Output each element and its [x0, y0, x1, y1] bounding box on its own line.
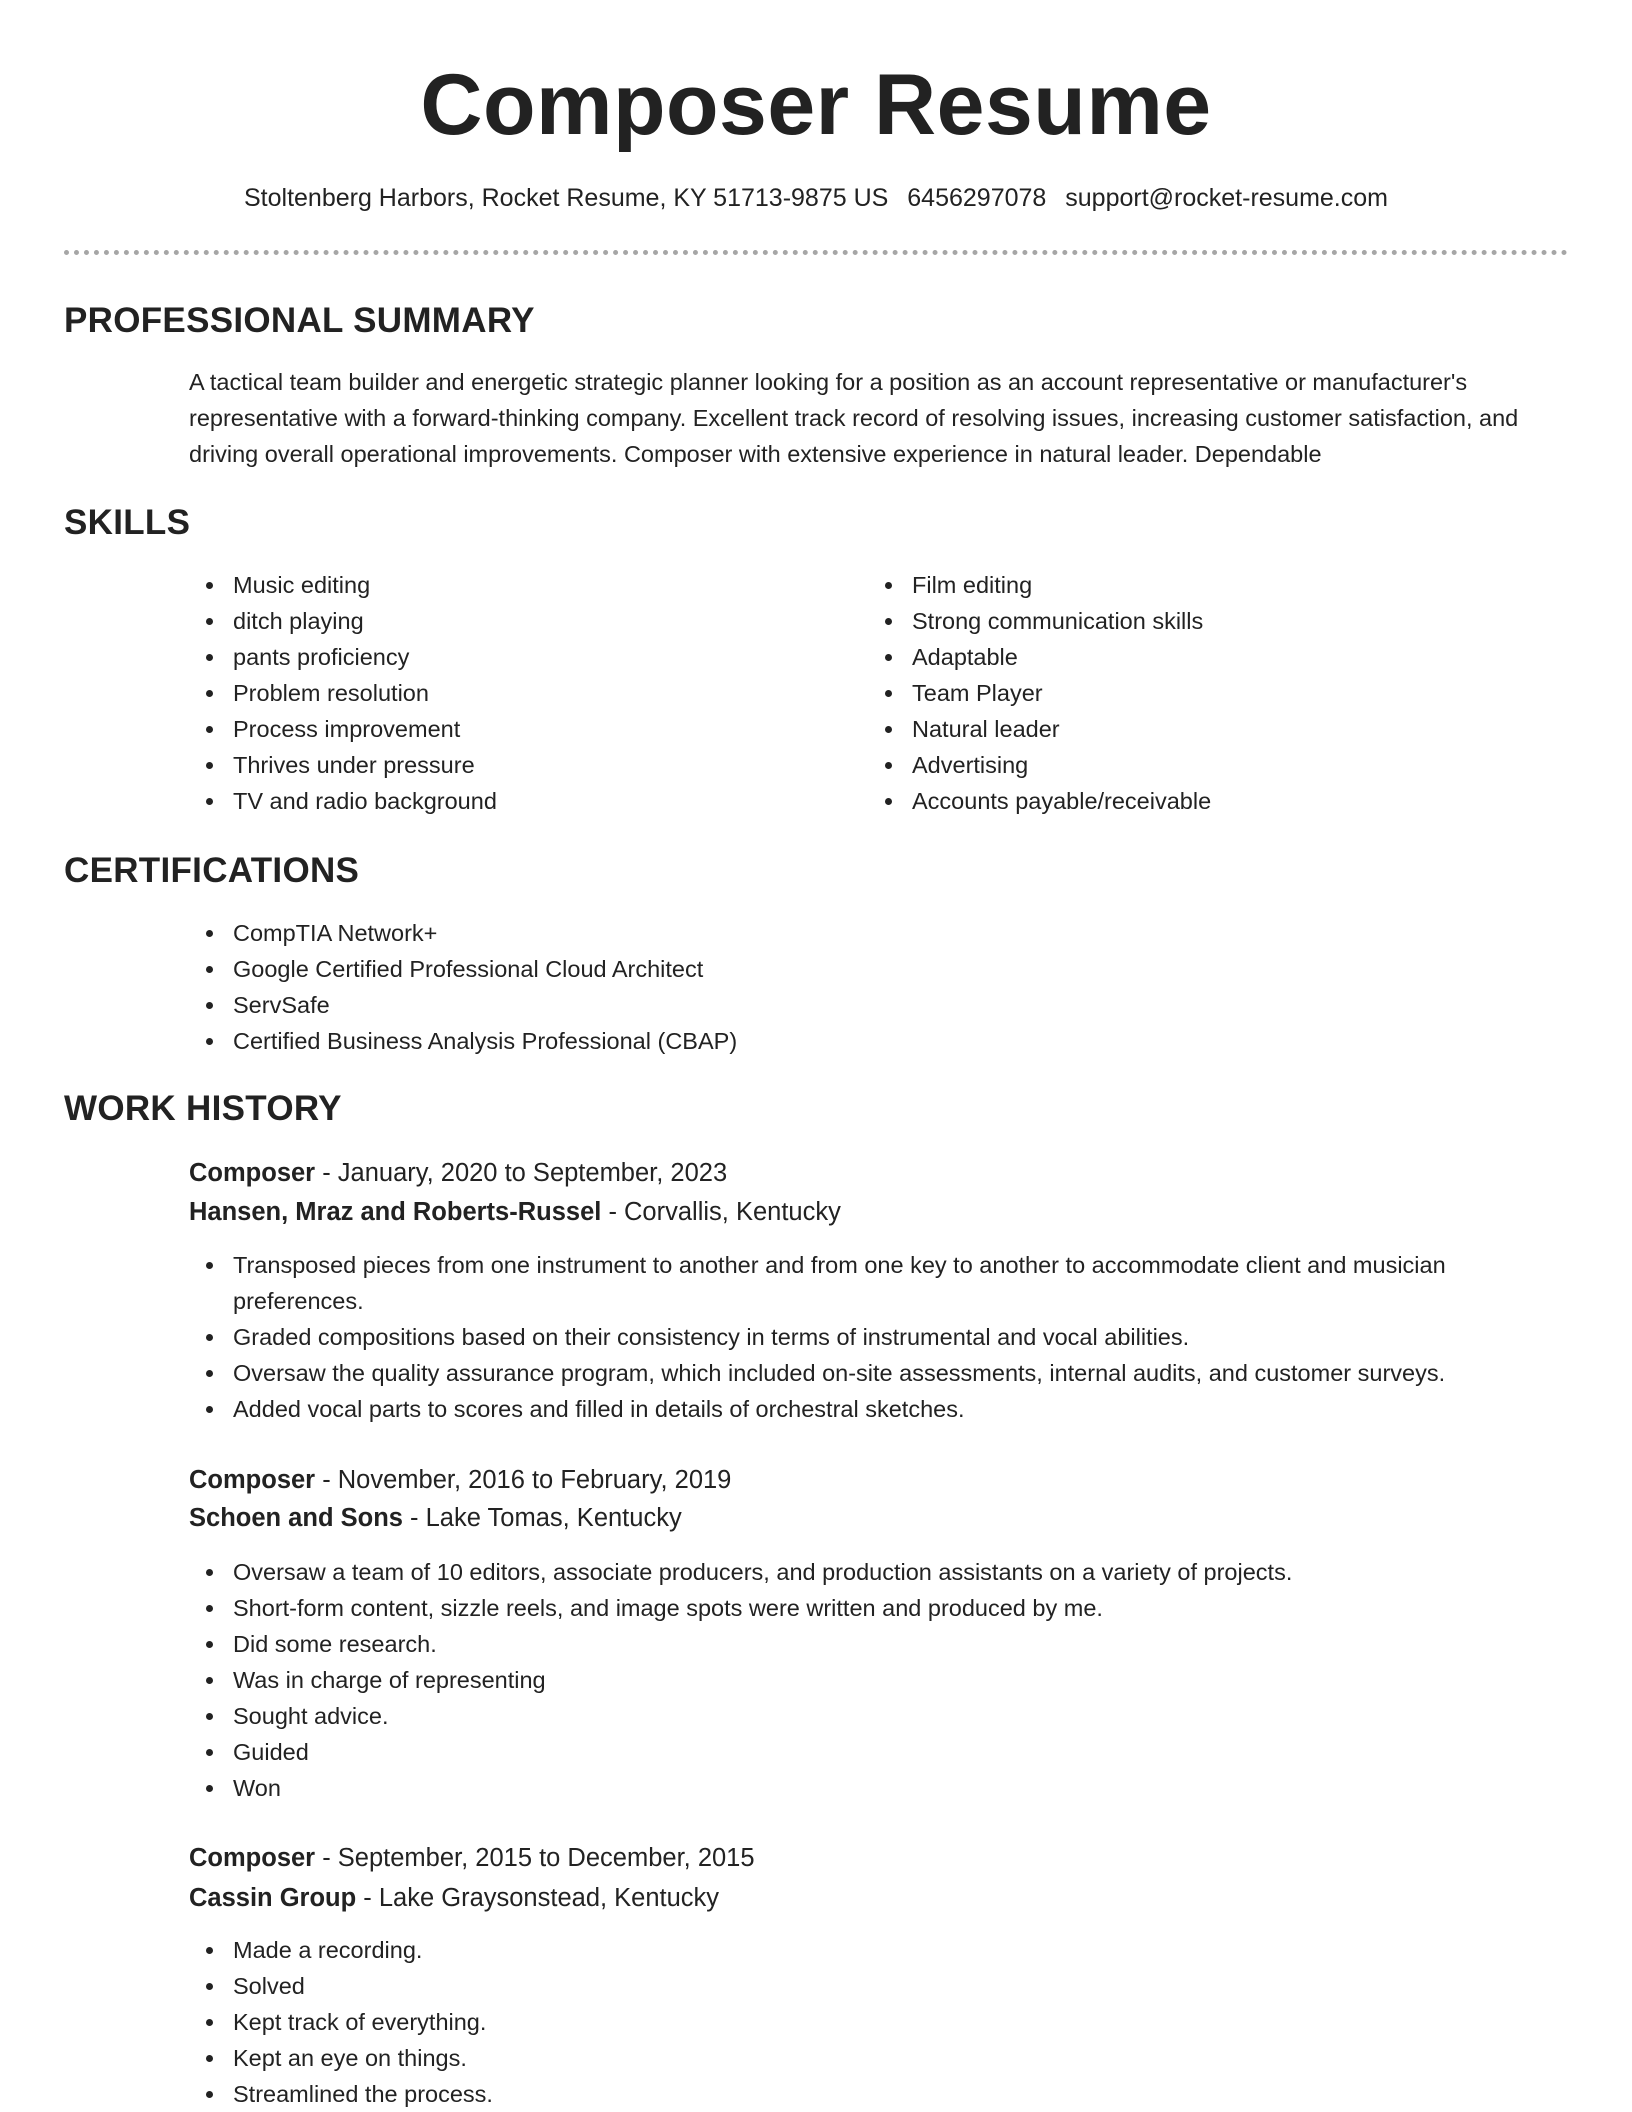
- job-company-line: [189, 1879, 719, 1917]
- job-bullet: Kept an eye on things.: [189, 2040, 1579, 2076]
- job-bullet: Kept track of everything.: [189, 2004, 1579, 2040]
- job-dates: - September, 2015 to December, 2015: [315, 1844, 755, 1872]
- job-bullets: [189, 1932, 1579, 2112]
- job-bullet: Guided: [189, 1734, 1579, 1770]
- skill-item: Film editing: [868, 567, 1528, 603]
- certification-item: Certified Business Analysis Professional (CBAP): [189, 1023, 1579, 1059]
- job-location: - Lake Tomas, Kentucky: [402, 1504, 682, 1532]
- skill-item: TV and radio background: [189, 783, 849, 819]
- job-role: Composer: [189, 1844, 316, 1872]
- job-bullet: Transposed pieces from one instrument to another and from one key to another to accommodate client and musician preferences.: [189, 1247, 1579, 1319]
- resume-title: Composer Resume: [420, 57, 1212, 153]
- job-bullets: [189, 1554, 1579, 1806]
- job-title-line: [189, 1839, 755, 1877]
- job-dates: - November, 2016 to February, 2019: [315, 1466, 732, 1494]
- job-company-line: [189, 1193, 841, 1231]
- work-history-heading: WORK HISTORY: [64, 1089, 342, 1128]
- job-bullet: Short-form content, sizzle reels, and image spots were written and produced by me.: [189, 1590, 1579, 1626]
- job-location: - Corvallis, Kentucky: [601, 1198, 841, 1226]
- skill-item: Thrives under pressure: [189, 747, 849, 783]
- skill-item: Music editing: [189, 567, 849, 603]
- job-bullet: Made a recording.: [189, 1932, 1579, 1968]
- job-dates: - January, 2020 to September, 2023: [315, 1159, 728, 1187]
- job-bullet: Sought advice.: [189, 1698, 1579, 1734]
- skills-left-column: [189, 567, 849, 819]
- certification-item: CompTIA Network+: [189, 915, 1579, 951]
- skill-item: Natural leader: [868, 711, 1528, 747]
- skill-item: Strong communication skills: [868, 603, 1528, 639]
- job-role: Composer: [189, 1159, 316, 1187]
- skill-item: Team Player: [868, 675, 1528, 711]
- skill-item: Accounts payable/receivable: [868, 783, 1528, 819]
- skill-item: Adaptable: [868, 639, 1528, 675]
- contact-phone: 6456297078: [907, 184, 1047, 212]
- job-bullet: Oversaw the quality assurance program, which included on-site assessments, internal audits, and customer surveys.: [189, 1355, 1579, 1391]
- skill-item: ditch playing: [189, 603, 849, 639]
- skills-right-column: [868, 567, 1528, 819]
- certifications-heading: CERTIFICATIONS: [64, 851, 360, 890]
- job-title-line: [189, 1154, 727, 1192]
- certification-item: ServSafe: [189, 987, 1579, 1023]
- certification-item: Google Certified Professional Cloud Architect: [189, 951, 1579, 987]
- header-divider: [64, 250, 1568, 255]
- job-bullet: Did some research.: [189, 1626, 1579, 1662]
- job-bullet: Added vocal parts to scores and filled in details of orchestral sketches.: [189, 1391, 1579, 1427]
- skill-item: Problem resolution: [189, 675, 849, 711]
- job-company-line: [189, 1499, 682, 1537]
- job-role: Composer: [189, 1466, 316, 1494]
- job-bullet: Solved: [189, 1968, 1579, 2004]
- skill-item: Advertising: [868, 747, 1528, 783]
- skill-item: Process improvement: [189, 711, 849, 747]
- job-company: Schoen and Sons: [189, 1504, 403, 1532]
- summary-text: A tactical team builder and energetic strategic planner looking for a position as an account representative or manufacturer's representative with a forward-thinking company. Excellent track record of resolving issues, increasing customer satisfaction, and driving overall operational improvements. Composer with extensive experience in natural leader. Dependable: [189, 369, 1519, 467]
- job-bullet: Graded compositions based on their consistency in terms of instrumental and vocal abilities.: [189, 1319, 1579, 1355]
- job-bullet: Streamlined the process.: [189, 2076, 1579, 2112]
- contact-line: [0, 180, 1632, 216]
- job-bullet: Was in charge of representing: [189, 1662, 1579, 1698]
- job-bullets: [189, 1247, 1579, 1427]
- job-company: Hansen, Mraz and Roberts-Russel: [189, 1198, 602, 1226]
- job-location: - Lake Graysonstead, Kentucky: [356, 1884, 720, 1912]
- summary-heading: PROFESSIONAL SUMMARY: [64, 301, 535, 340]
- job-bullet: Oversaw a team of 10 editors, associate producers, and production assistants on a variety of projects.: [189, 1554, 1579, 1590]
- contact-address: Stoltenberg Harbors, Rocket Resume, KY 51713-9875 US: [243, 184, 889, 212]
- contact-email[interactable]: support@rocket-resume.com: [1065, 184, 1388, 212]
- job-title-line: [189, 1461, 731, 1499]
- certifications-list: [189, 915, 1579, 1059]
- skills-heading: SKILLS: [64, 503, 191, 542]
- job-company: Cassin Group: [189, 1884, 357, 1912]
- skill-item: pants proficiency: [189, 639, 849, 675]
- job-bullet: Won: [189, 1770, 1579, 1806]
